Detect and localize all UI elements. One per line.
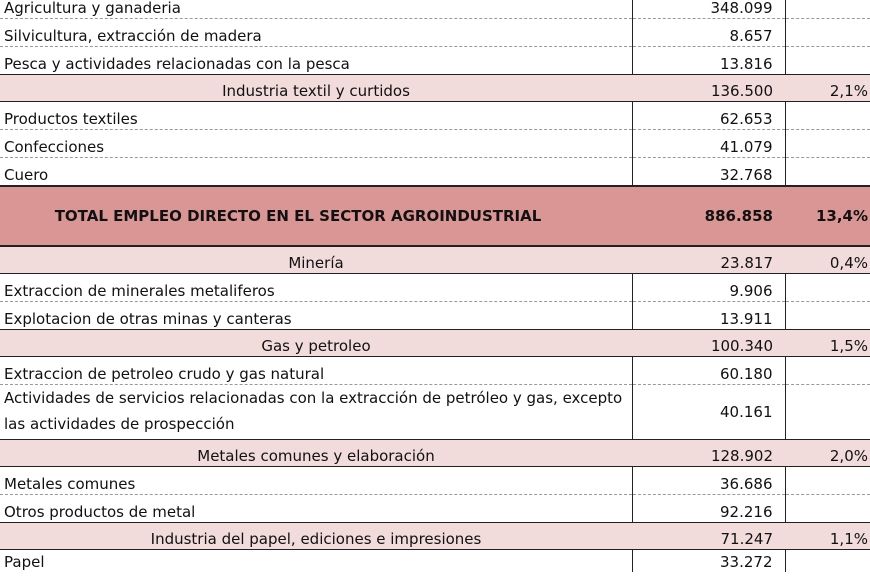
row-percent <box>785 357 870 385</box>
row-label: Actividades de servicios relacionadas con la extracción de petróleo y gas, excepto las actividades de prospección <box>0 385 632 440</box>
table-row <box>0 19 870 47</box>
subtotal-percent: 2,1% <box>785 75 870 102</box>
table-row <box>0 158 870 187</box>
subtotal-percent: 2,0% <box>785 440 870 467</box>
subtotal-value: 23.817 <box>632 246 785 274</box>
subtotal-label: Minería <box>0 246 632 274</box>
subtotal-percent: 1,1% <box>785 523 870 550</box>
total-row <box>0 186 870 246</box>
row-value: 33.272 <box>632 550 785 573</box>
row-value: 9.906 <box>632 274 785 302</box>
row-value: 13.911 <box>632 302 785 330</box>
row-label: Explotacion de otras minas y canteras <box>0 302 632 330</box>
table-row <box>0 357 870 385</box>
row-label: Extraccion de minerales metaliferos <box>0 274 632 302</box>
table-row <box>0 302 870 330</box>
row-label: Confecciones <box>0 130 632 158</box>
subtotal-value: 71.247 <box>632 523 785 550</box>
row-value: 41.079 <box>632 130 785 158</box>
subtotal-label: Industria textil y curtidos <box>0 75 632 102</box>
row-percent <box>785 47 870 75</box>
row-value: 60.180 <box>632 357 785 385</box>
row-percent <box>785 19 870 47</box>
row-percent <box>785 495 870 523</box>
subtotal-label: Industria del papel, ediciones e impresiones <box>0 523 632 550</box>
row-percent <box>785 385 870 440</box>
subtotal-label: Gas y petroleo <box>0 330 632 357</box>
subtotal-row <box>0 523 870 550</box>
row-label: Agricultura y ganaderia <box>0 0 632 19</box>
row-percent <box>785 158 870 187</box>
subtotal-value: 100.340 <box>632 330 785 357</box>
row-percent <box>785 550 870 573</box>
table-row <box>0 47 870 75</box>
subtotal-value: 136.500 <box>632 75 785 102</box>
table-row <box>0 274 870 302</box>
row-percent <box>785 274 870 302</box>
subtotal-label: Metales comunes y elaboración <box>0 440 632 467</box>
row-label: Productos textiles <box>0 102 632 130</box>
row-percent <box>785 0 870 19</box>
subtotal-row <box>0 330 870 357</box>
row-label: Cuero <box>0 158 632 187</box>
row-value: 36.686 <box>632 467 785 495</box>
subtotal-value: 128.902 <box>632 440 785 467</box>
total-label: TOTAL EMPLEO DIRECTO EN EL SECTOR AGROINDUSTRIAL <box>0 186 632 246</box>
subtotal-row <box>0 440 870 467</box>
row-value: 62.653 <box>632 102 785 130</box>
row-label: Papel <box>0 550 632 573</box>
subtotal-row <box>0 246 870 274</box>
table-row <box>0 467 870 495</box>
row-percent <box>785 302 870 330</box>
row-label: Otros productos de metal <box>0 495 632 523</box>
subtotal-percent: 1,5% <box>785 330 870 357</box>
table-row <box>0 102 870 130</box>
row-value: 32.768 <box>632 158 785 187</box>
row-label: Metales comunes <box>0 467 632 495</box>
row-percent <box>785 130 870 158</box>
table-row <box>0 495 870 523</box>
table-row <box>0 130 870 158</box>
table-row <box>0 385 870 440</box>
row-value: 8.657 <box>632 19 785 47</box>
row-value: 348.099 <box>632 0 785 19</box>
row-percent <box>785 102 870 130</box>
row-value: 13.816 <box>632 47 785 75</box>
total-value: 886.858 <box>632 186 785 246</box>
row-value: 92.216 <box>632 495 785 523</box>
row-label: Extraccion de petroleo crudo y gas natural <box>0 357 632 385</box>
subtotal-row <box>0 75 870 102</box>
row-value: 40.161 <box>632 385 785 440</box>
row-percent <box>785 467 870 495</box>
row-label: Pesca y actividades relacionadas con la pesca <box>0 47 632 75</box>
table-row <box>0 550 870 573</box>
total-percent: 13,4% <box>785 186 870 246</box>
table-row <box>0 0 870 19</box>
row-label: Silvicultura, extracción de madera <box>0 19 632 47</box>
subtotal-percent: 0,4% <box>785 246 870 274</box>
